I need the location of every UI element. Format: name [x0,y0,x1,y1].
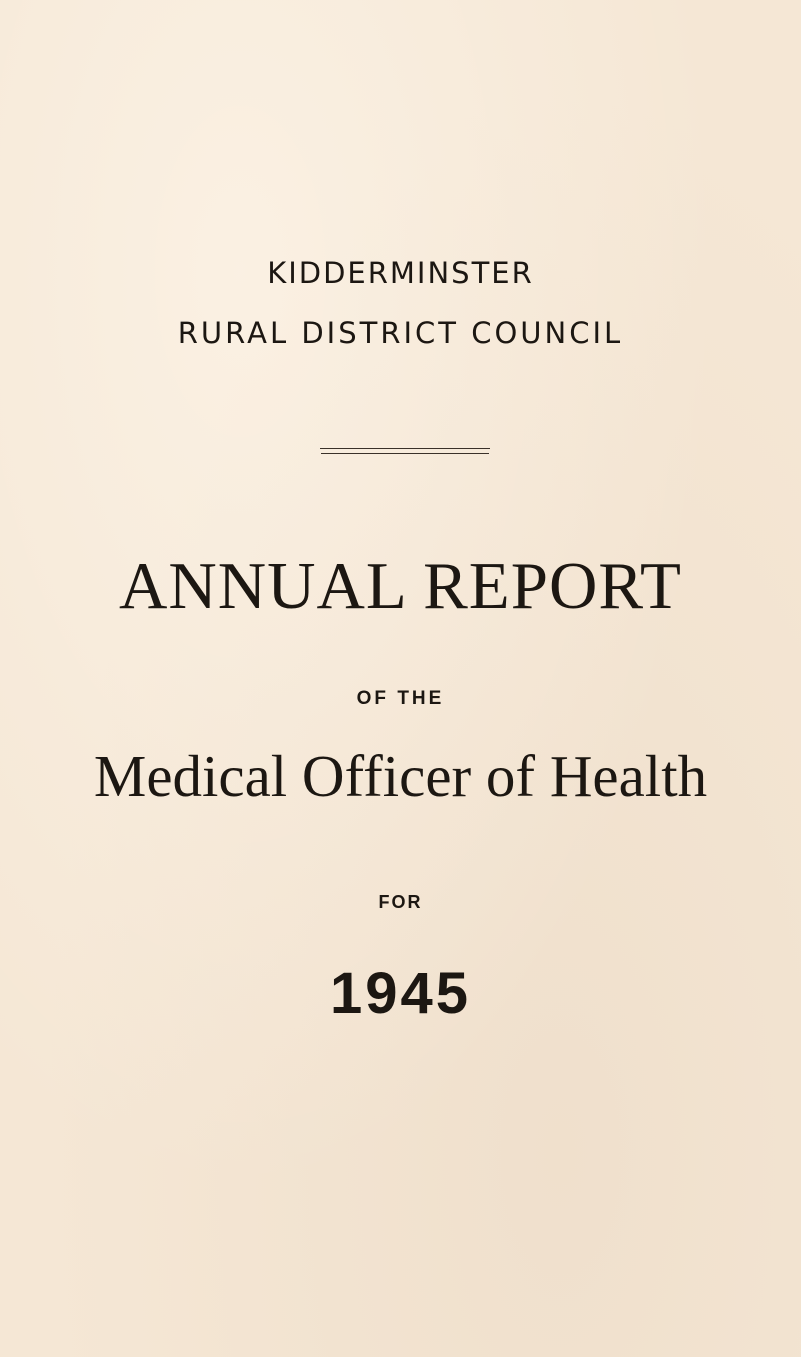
council-name: RURAL DISTRICT COUNCIL [177,316,624,350]
for-label: FOR [378,892,423,912]
report-year: 1945 [329,961,472,1026]
report-subject: Medical Officer of Health [93,743,708,809]
divider-rule-bottom [321,453,489,454]
divider-rule-top [320,448,490,449]
report-title: ANNUAL REPORT [119,549,682,623]
district-name: KIDDERMINSTER [267,256,534,290]
title-connector: OF THE [356,688,445,709]
